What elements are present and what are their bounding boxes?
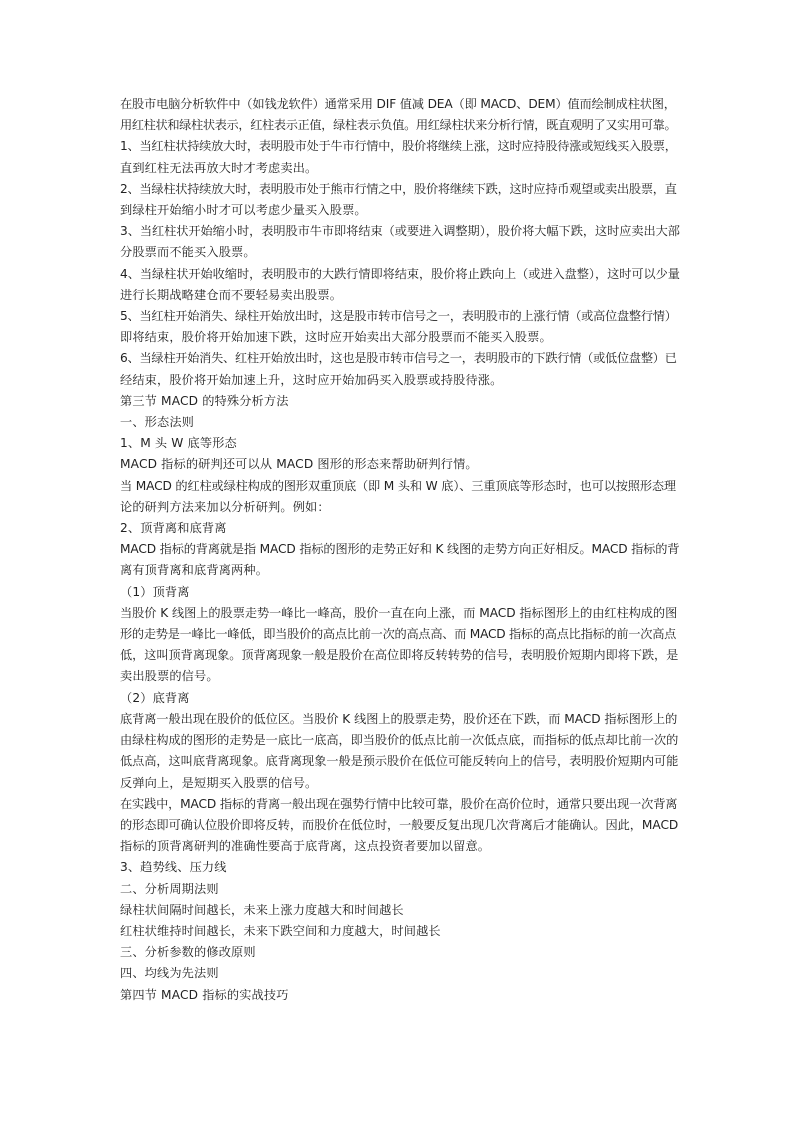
text-line: 5、当红柱开始消失、绿柱开始放出时，这是股市转市信号之一，表明股市的上涨行情（或高位盘整行情）: [120, 309, 677, 324]
text-line: 即将结束，股价将开始加速下跌，这时应开始卖出大部分股票而不能买入股票。: [120, 330, 552, 345]
text-line: 底背离一般出现在股价的低位区。当股价 K 线图上的股票走势，股价还在下跌，而 MACD 指标图形上的: [120, 711, 678, 726]
text-line: 经结束，股价将开始加速上升，这时应开始加码买入股票或持股待涨。: [120, 372, 503, 387]
text-line: 由绿柱构成的图形的走势是一底比一底高，即当股价的低点比前一次低点底，而指标的低点却比前一次的: [120, 733, 679, 748]
section-heading: 第三节 MACD 的特殊分析方法: [120, 393, 289, 408]
text-line: 低点高，这叫底背离现象。底背离现象一般是预示股价在低位可能反转向上的信号，表明股价短期内可能: [120, 754, 679, 769]
item-heading: （1）顶背离: [120, 584, 190, 599]
text-line: 到绿柱开始缩小时才可以考虑少量买入股票。: [120, 203, 367, 218]
text-line: 的形态即可确认位股价即将反转，而股价在低位时，一般要反复出现几次背离后才能确认。因此，MACD: [120, 817, 679, 832]
item-heading: 1、M 头 W 底等形态: [120, 436, 237, 451]
text-line: 离有顶背离和底背离两种。: [120, 563, 269, 578]
text-line: 用红柱状和绿柱状表示，红柱表示正值，绿柱表示负值。用红绿柱状来分析行情，既直观明了又实用可靠。: [120, 118, 677, 133]
item-heading: 2、顶背离和底背离: [120, 521, 227, 536]
text-line: 2、当绿柱状持续放大时，表明股市处于熊市行情之中，股价将继续下跌，这时应持币观望或卖出股票，直: [120, 181, 677, 196]
text-line: 卖出股票的信号。: [120, 669, 219, 684]
text-line: 1、当红柱状持续放大时，表明股市处于牛市行情中，股价将继续上涨，这时应持股待涨或短线买入股票，: [120, 139, 677, 154]
text-line: 分股票而不能买入股票。: [120, 245, 256, 260]
text-line: 红柱状维持时间越长，未来下跌空间和力度越大，时间越长: [120, 923, 441, 938]
text-line: 6、当绿柱开始消失、红柱开始放出时，这也是股市转市信号之一，表明股市的下跌行情（或低位盘整）已: [120, 351, 677, 366]
text-line: 在实践中，MACD 指标的背离一般出现在强势行情中比较可靠，股价在高价位时，通常只要出现一次背离: [120, 796, 678, 811]
text-line: 指标的顶背离研判的准确性要高于底背离，这点投资者要加以留意。: [120, 839, 491, 854]
subsection-heading: 一、形态法则: [120, 415, 195, 430]
subsection-heading: 二、分析周期法则: [120, 881, 219, 896]
text-line: 论的研判方法来加以分析研判。例如：: [120, 499, 330, 514]
item-heading: 3、趋势线、压力线: [120, 860, 227, 875]
text-line: 形的走势是一峰比一峰低，即当股价的高点比前一次的高点高、而 MACD 指标的高点比指标的前一次高点: [120, 627, 677, 642]
text-line: MACD 指标的背离就是指 MACD 指标的图形的走势正好和 K 线图的走势方向正好相反。MACD 指标的背: [120, 542, 680, 557]
item-heading: （2）底背离: [120, 690, 190, 705]
text-line: 直到红柱无法再放大时才考虑卖出。: [120, 160, 318, 175]
text-line: 低，这叫顶背离现象。顶背离现象一般是股价在高位即将反转转势的信号，表明股价短期内即将下跌，是: [120, 648, 679, 663]
subsection-heading: 三、分析参数的修改原则: [120, 945, 256, 960]
text-line: 绿柱状间隔时间越长，未来上涨力度越大和时间越长: [120, 902, 404, 917]
text-line: 当 MACD 的红柱或绿柱构成的图形双重顶底（即 M 头和 W 底）、三重顶底等形态时，也可以按照形态理: [120, 478, 676, 493]
text-line: 4、当绿柱状开始收缩时，表明股市的大跌行情即将结束，股价将止跌向上（或进入盘整），这时可以少量: [120, 266, 680, 281]
text-line: 当股价 K 线图上的股票走势一峰比一峰高，股价一直在向上涨，而 MACD 指标图形上的由红柱构成的图: [120, 605, 678, 620]
text-line: 反弹向上，是短期买入股票的信号。: [120, 775, 318, 790]
subsection-heading: 四、均线为先法则: [120, 966, 219, 981]
text-line: 3、当红柱状开始缩小时，表明股市牛市即将结束（或要进入调整期），股价将大幅下跌，这时应卖出大部: [120, 224, 680, 239]
document-body: [120, 94, 680, 1006]
text-line: 在股市电脑分析软件中（如钱龙软件）通常采用 DIF 值减 DEA（即 MACD、DEM）值而绘制成柱状图，: [120, 97, 676, 111]
text-line: MACD 指标的研判还可以从 MACD 图形的形态来帮助研判行情。: [120, 457, 478, 472]
section-heading: 第四节 MACD 指标的实战技巧: [120, 987, 289, 1002]
text-line: 进行长期战略建仓而不要轻易卖出股票。: [120, 287, 343, 302]
